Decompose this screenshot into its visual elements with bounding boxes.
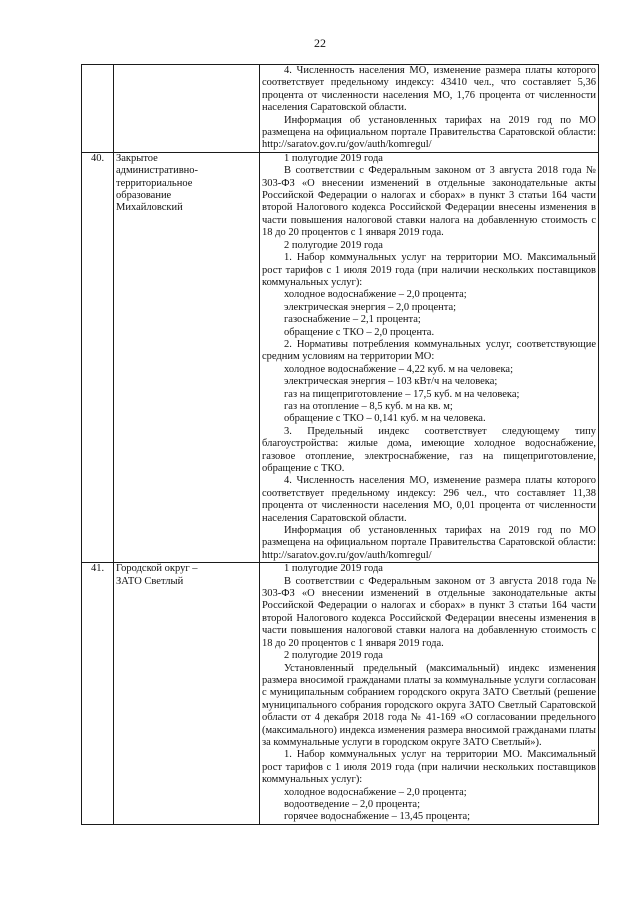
info-paragraph: 4. Численность населения МО, изменение размера платы которого соответствует предельному индексу: 43410 чел., что составляет 5,36 процента от численности населения МО, 1,76 процента от численности населения Саратовской области. (262, 65, 596, 114)
info-paragraph: 2. Нормативы потребления коммунальных услуг, соответствующие средним условиям на территории МО: (262, 338, 596, 363)
info-paragraph: холодное водоснабжение – 4,22 куб. м на человека; электрическая энергия – 103 кВт/ч на человека; газ на пищеприготовление – 17,5 куб. м на человека; газ на отопление – 8,5 куб. м на кв. м; обращение с ТКО – 0,141 куб. м на человека. (284, 363, 520, 425)
info-paragraph: 2 полугодие 2019 года (284, 650, 383, 662)
info-paragraph: 1 полугодие 2019 года (284, 563, 383, 575)
tariff-info (260, 152, 599, 562)
info-paragraph: 1. Набор коммунальных услуг на территории МО. Максимальный рост тарифов с 1 июля 2019 года (при наличии нескольких поставщиков коммунальных услуг): (262, 749, 596, 786)
info-paragraph: В соответствии с Федеральным законом от 3 августа 2018 года № 303-ФЗ «О внесении изменений в отдельные законодательные акты Российской Федерации о налогах и сборах» в пункт 3 статьи 164 части второй Налогового кодекса Российской Федерации внесены изменения в части повышения налоговой ставки налога на добавленную стоимость с 18 до 20 процентов с 1 января 2019 года. (262, 165, 596, 239)
info-paragraph: 4. Численность населения МО, изменение размера платы которого соответствует предельному индексу: 296 чел., что составляет 11,38 процента от численности населения МО, 0,01 процента от численности населения Саратовской области. (262, 475, 596, 524)
table-row (82, 563, 599, 825)
info-paragraph: Информация об установленных тарифах на 2019 год по МО размещена на официальном портале Правительства Саратовской области: http://saratov.gov.ru/gov/auth/komregul/ (262, 525, 596, 561)
municipality-name: Городской округ – ЗАТО Светлый (114, 563, 260, 825)
info-paragraph: 2 полугодие 2019 года (284, 239, 383, 251)
info-paragraph: Информация об установленных тарифах на 2019 год по МО размещена на официальном портале Правительства Саратовской области: http://saratov.gov.ru/gov/auth/komregul/ (262, 114, 596, 151)
municipality-name: Закрытое административно- территориальное образование Михайловский (114, 152, 260, 562)
municipality-name (114, 65, 260, 153)
info-paragraph: В соответствии с Федеральным законом от 3 августа 2018 года № 303-ФЗ «О внесении изменений в отдельные законодательные акты Российской Федерации о налогах и сборах» в пункт 3 статьи 164 части второй Налогового кодекса Российской Федерации внесены изменения в части повышения налоговой ставки налога на добавленную стоимость с 18 до 20 процентов с 1 января 2019 года. (262, 575, 596, 649)
row-number: 40. (82, 152, 114, 562)
table-row (82, 65, 599, 153)
page-number: 22 (314, 36, 326, 50)
row-number: 41. (82, 563, 114, 825)
info-paragraph: 1. Набор коммунальных услуг на территории МО. Максимальный рост тарифов с 1 июля 2019 года (при наличии нескольких поставщиков коммунальных услуг): (262, 252, 596, 288)
table-row (82, 152, 599, 562)
table-body (82, 65, 599, 825)
tariff-info (260, 65, 599, 153)
info-paragraph: 3. Предельный индекс соответствует следующему типу благоустройства: жилые дома, имеющие холодное водоснабжение, газовое отопление, электроснабжение, газ на пищеприготовление, обращение с ТКО. (262, 425, 596, 474)
info-paragraph: Установленный предельный (максимальный) индекс изменения размера вносимой гражданами платы за коммунальные услуги согласован с муниципальным собранием городского округа ЗАТО Светлый (решение муниципального собрания городского округа ЗАТО Светлый Саратовской области от 4 декабря 2018 года № 41-169 «О согласовании предельного (максимального) индекса изменения размера вносимой гражданами платы за коммунальные услуги в городском округе ЗАТО Светлый»). (262, 662, 596, 748)
tariff-table (81, 64, 599, 825)
info-paragraph: холодное водоснабжение – 2,0 процента; электрическая энергия – 2,0 процента; газоснабжение – 2,1 процента; обращение с ТКО – 2,0 процента. (284, 289, 467, 338)
tariff-info (260, 563, 599, 825)
info-paragraph: 1 полугодие 2019 года (284, 152, 383, 164)
info-paragraph: холодное водоснабжение – 2,0 процента; водоотведение – 2,0 процента; горячее водоснабжение – 13,45 процента; (284, 786, 471, 823)
row-number (82, 65, 114, 153)
